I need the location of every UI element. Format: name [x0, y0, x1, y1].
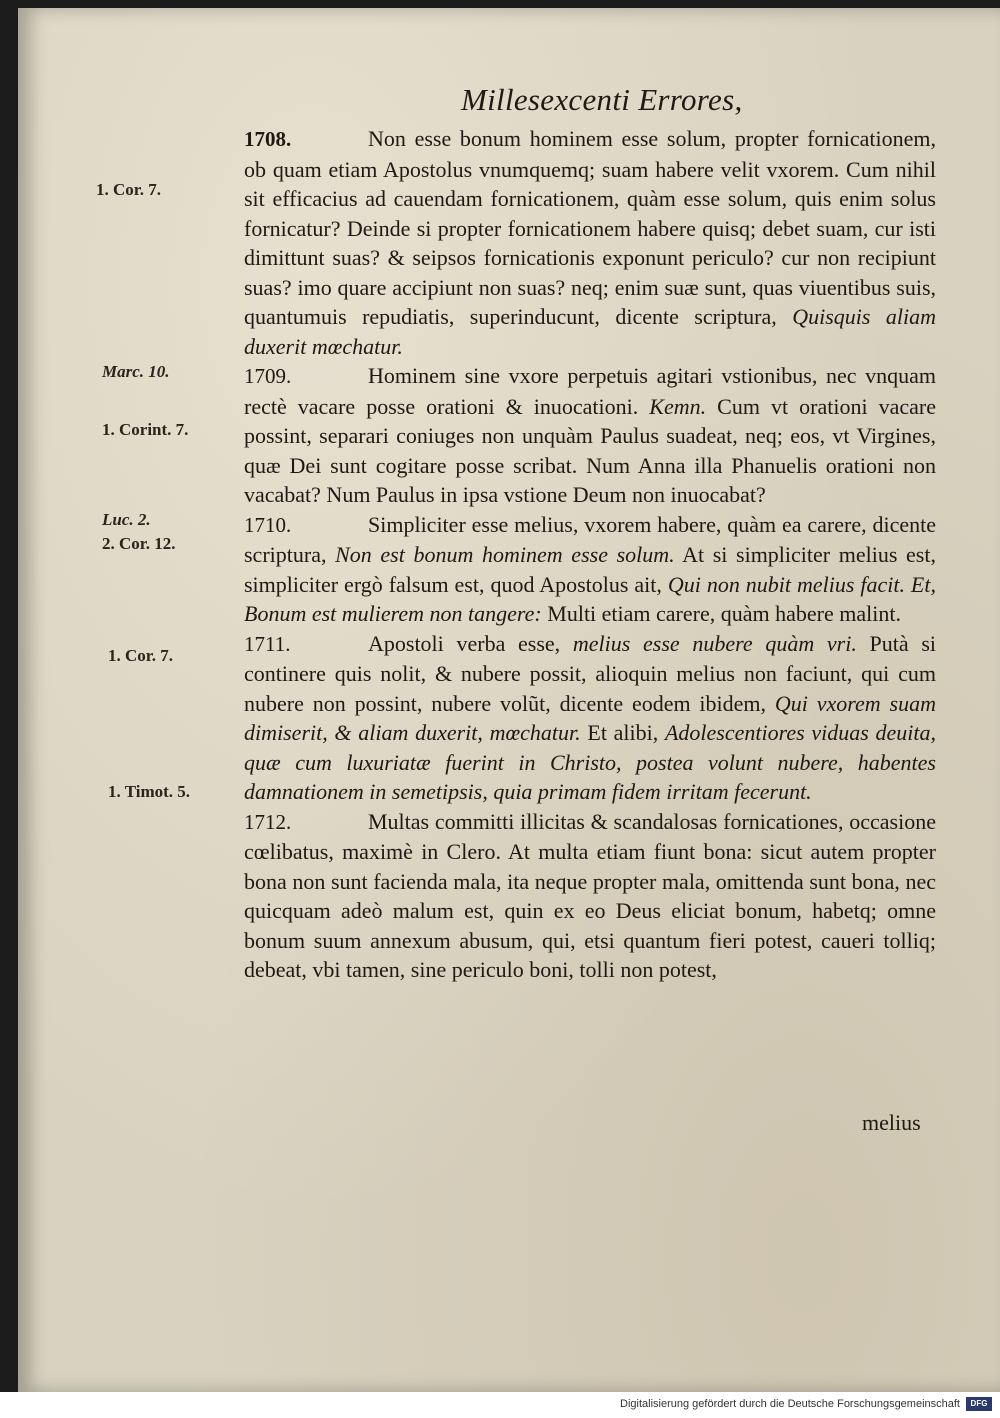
paragraph-number: 1708.: [244, 127, 292, 151]
paragraph-number: 1709.: [244, 364, 292, 388]
paragraph-1711: 1711. Apostoli verba esse, melius esse nubere quàm vri. Putà si continere quis nolit, & nubere possit, alioquin melius non faciunt, qui cum nubere non possint, nubere volũt, dicente eodem ibidem, Qui vxorem suam dimiserit, & aliam duxerit, mœchatur. Et alibi, Adolescentiores viduas deuita, quæ cum luxuriatæ fuerint in Christo, postea volunt nubere, habentes damnationem in semetipsis, quia primam fidem irritam fecerunt.: [244, 630, 937, 804]
scripture-quote: Qui vxorem suam dimiserit, & aliam duxerit, mœchatur.: [244, 690, 936, 745]
scripture-quote: Adolescentiores viduas deuita, quæ cum luxuriatæ fuerint in Christo, postea volunt nubere, habentes damnationem in semetipsis, quia primam fidem irritam fecerunt.: [244, 720, 937, 804]
paragraph-number: 1712.: [244, 809, 292, 834]
paragraph-number: 1710.: [244, 512, 292, 537]
footer-credit: Digitalisierung gefördert durch die Deutsche Forschungsgemeinschaft: [620, 1398, 960, 1410]
scripture-quote: Non est bonum hominem esse solum.: [335, 542, 675, 567]
margin-note: 1. Cor. 7.: [108, 646, 174, 665]
footer-bar: [0, 1392, 1000, 1418]
scripture-quote: melius esse nubere quàm vri.: [572, 630, 857, 656]
scripture-quote: Quisquis aliam duxerit mœchatur.: [244, 304, 936, 359]
paragraph-number: 1711.: [244, 631, 291, 656]
margin-note: 1. Timot. 5.: [108, 782, 191, 801]
paragraph-1712: 1712. Multas committi illicitas & scandalosas fornicationes, occasione cœlibatus, maximè in Clero. At multa etiam fiunt bona: sicut autem propter bona non sunt facienda mala, ita neque propter mala, omittenda sunt bona, nec quicquam adeò malum est, quin ex eo Deus eliciat bonum, habetq; omne bonum suum annexum abusum, qui, etsi quantum fieri potest, caueri tolliq; debeat, vbi tamen, sine periculo boni, tolli non potest,: [244, 808, 936, 982]
running-title: Millesexcenti Errores,: [461, 82, 743, 117]
author-reference: Kemn.: [649, 393, 707, 419]
margin-note: 1. Corint. 7.: [102, 420, 189, 439]
paragraph-1709: 1709. Hominem sine vxore perpetuis agitari vstionibus, nec vnquam rectè vacare posse orationi & inuocationi. Kemn. Cum vt orationi vacare possint, separari coniuges non unquàm Paulus suadeat, neq; eos, vt Virgines, quæ Dei sunt cogitare posse scribat. Num Anna illa Phanuelis orationi non vacabat? Num Paulus in ipsa vstione Deum non inuocabat?: [244, 363, 936, 507]
paragraph-1710: 1710. Simpliciter esse melius, vxorem habere, quàm ea carere, dicente scriptura, Non est bonum hominem esse solum. At si simpliciter melius est, simpliciter ergò falsum est, quod Apostolus ait, Qui non nubit melius facit. Et, Bonum est mulierem non tangere: Multi etiam carere, quàm habere malint.: [244, 511, 936, 626]
margin-note: Luc. 2.: [102, 510, 151, 529]
catchword: melius: [862, 1110, 921, 1135]
dfg-logo-icon: DFG: [966, 1397, 992, 1411]
margin-note: Marc. 10.: [102, 362, 170, 381]
main-text: [244, 124, 936, 985]
margin-note: 1. Cor. 7.: [96, 180, 162, 199]
paragraph-1708: 1708. Non esse bonum hominem esse solum, propter fornicationem, ob quam etiam Apostolus vnumquemq; suam habere velit vxorem. Cum nihil sit efficacius ad cauendam fornicationem, quàm esse solum, quis enim solus fornicatur? Deinde si propter fornicationem habere quisq; debet suam, cur isti dimittunt suas? & seipsos fornicationis exponunt periculo? cur non recipiunt suas? imo quare accipiunt non suas? neq; enim suæ sunt, quas viuentibus suis, quantumuis repudiatis, superinducunt, dicente scriptura, Quisquis aliam duxerit mœchatur.: [244, 126, 936, 359]
scripture-quote: Qui non nubit melius facit. Et, Bonum est mulierem non tangere:: [244, 571, 936, 626]
margin-note: 2. Cor. 12.: [102, 534, 176, 553]
